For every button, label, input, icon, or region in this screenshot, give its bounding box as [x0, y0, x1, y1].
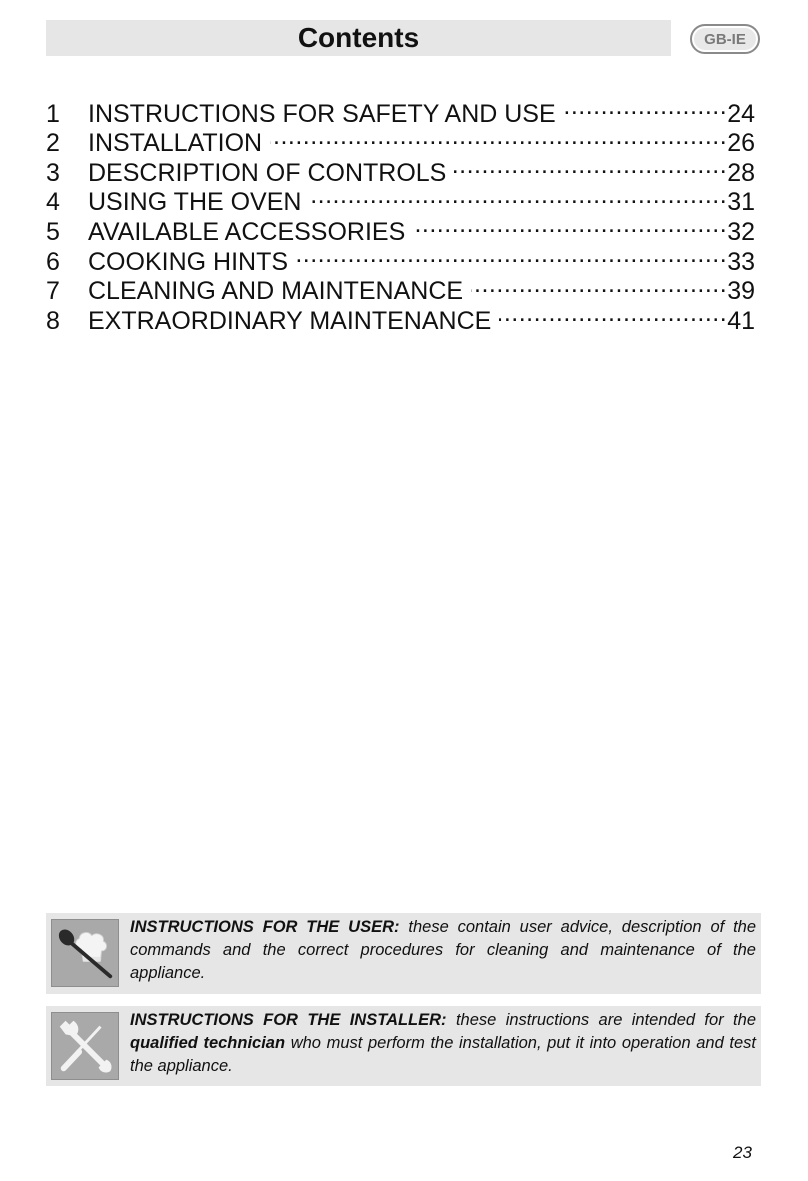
- table-of-contents: [46, 92, 755, 335]
- chef-hat-spoon-icon: [51, 919, 119, 987]
- toc-entry-page: 41: [727, 306, 755, 335]
- installer-note-body-end: who must perform the installation, put it into operation and test the appliance.: [130, 1034, 756, 1075]
- page-title: Contents: [297, 22, 420, 53]
- toc-entry-page: 24: [727, 99, 755, 128]
- toc-entry-title: INSTALLATION: [88, 129, 263, 158]
- toc-entry-page: 26: [727, 129, 755, 158]
- installer-note-emphasis: qualified technician: [130, 1034, 286, 1052]
- toc-entry-number: 4: [46, 188, 60, 217]
- toc-entry-number: 6: [46, 247, 60, 276]
- page-number: 23: [733, 1143, 752, 1162]
- toc-entry[interactable]: [46, 92, 755, 128]
- title-bar: [46, 20, 671, 56]
- toc-entry-title: COOKING HINTS: [88, 247, 289, 276]
- toc-dot-leader: [454, 151, 727, 181]
- toc-dot-leader: [499, 299, 727, 329]
- toc-entry-page: 39: [727, 277, 755, 306]
- toc-entry-page: 28: [727, 158, 755, 187]
- toc-dot-leader: [309, 181, 727, 211]
- toc-entry-number: 3: [46, 158, 60, 187]
- toc-entry-title: CLEANING AND MAINTENANCE: [88, 277, 464, 306]
- toc-entry-number: 2: [46, 129, 60, 158]
- user-note-heading: INSTRUCTIONS FOR THE USER:: [130, 918, 400, 936]
- region-badge: GB-IE: [690, 24, 760, 54]
- toc-entry-number: 1: [46, 99, 60, 128]
- toc-entry-page: 31: [727, 188, 755, 217]
- toc-entry-title: AVAILABLE ACCESSORIES: [88, 217, 406, 246]
- toc-entry-title: USING THE OVEN: [88, 188, 302, 217]
- user-instructions-note: [46, 913, 761, 994]
- toc-entry-title: DESCRIPTION OF CONTROLS: [88, 158, 447, 187]
- toc-dot-leader: [413, 210, 727, 240]
- toc-dot-leader: [471, 270, 727, 300]
- toc-entry-number: 5: [46, 217, 60, 246]
- toc-dot-leader: [270, 122, 727, 152]
- installer-note-text: [130, 1009, 756, 1078]
- wrench-screwdriver-icon: [51, 1012, 119, 1080]
- installer-instructions-note: [46, 1006, 761, 1086]
- toc-entry-page: 33: [727, 247, 755, 276]
- toc-dot-leader: [564, 92, 728, 122]
- toc-dot-leader: [296, 240, 727, 270]
- user-note-text: [130, 916, 756, 985]
- toc-entry-number: 8: [46, 306, 60, 335]
- toc-entry-number: 7: [46, 277, 60, 306]
- toc-entry-title: INSTRUCTIONS FOR SAFETY AND USE: [88, 99, 556, 128]
- installer-note-heading: INSTRUCTIONS FOR THE INSTALLER:: [130, 1011, 447, 1029]
- installer-note-body-start: these instructions are intended for the: [455, 1011, 756, 1029]
- toc-entry-page: 32: [727, 217, 755, 246]
- user-note-body: these contain user advice, description of the commands and the correct procedures for cleaning and maintenance of the appliance.: [130, 918, 757, 982]
- toc-entry-title: EXTRAORDINARY MAINTENANCE: [88, 306, 492, 335]
